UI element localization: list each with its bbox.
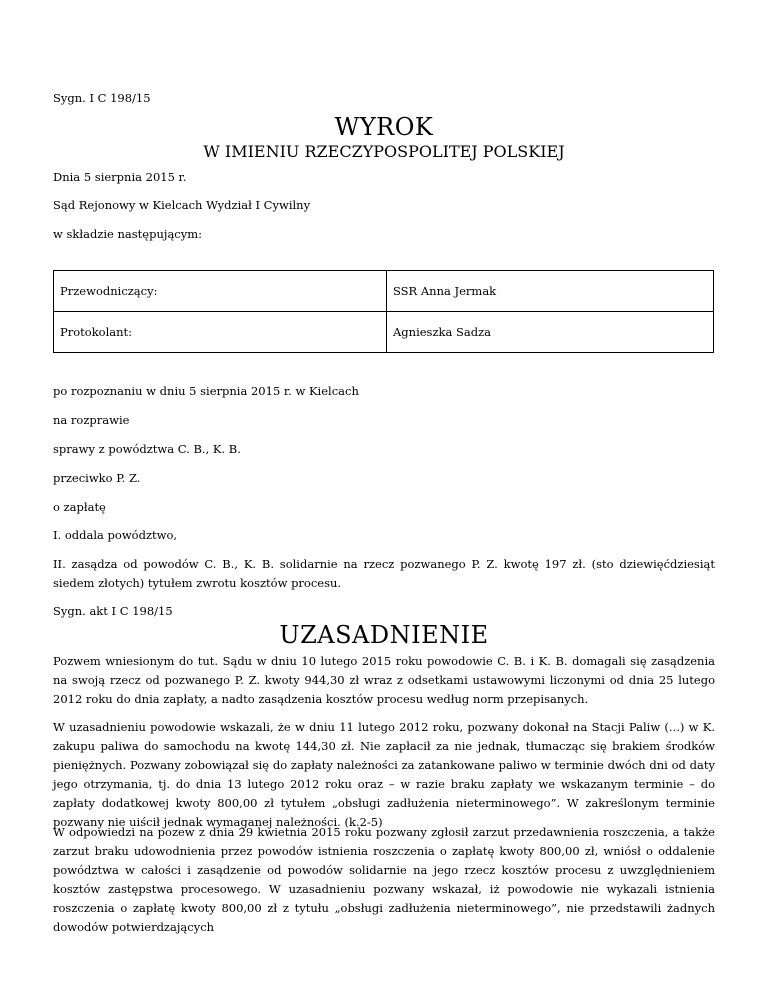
verdict-title: WYROK [334,113,434,141]
hearing-line: na rozprawie [53,413,130,427]
against-line: przeciwko P. Z. [53,471,141,485]
table-row [54,312,714,353]
court-name: Sąd Rejonowy w Kielcach Wydział I Cywilny [53,198,311,212]
panel-person: Agnieszka Sadza [387,312,714,353]
panel-person: SSR Anna Jermak [387,271,714,312]
composition-intro: w składzie następującym: [53,227,203,241]
verdict-date: Dnia 5 sierpnia 2015 r. [53,170,187,184]
case-signature: Sygn. I C 198/15 [53,91,151,105]
justification-signature: Sygn. akt I C 198/15 [53,604,173,618]
justification-paragraph: Pozwem wniesionym do tut. Sądu w dniu 10 lutego 2015 roku powodowie C. B. i K. B. domagali się zasądzenia na swoją rzecz od pozwanego P. Z. kwoty 944,30 zł wraz z odsetkami ustawowymi liczonymi od dnia 25 lutego 2012 roku do dnia zapłaty, a nadto zasądzenia kosztów procesu według norm przepisanych. [53,654,715,706]
court-panel-table [53,270,714,353]
verdict-point-2: II. zasądza od powodów C. B., K. B. solidarnie na rzecz pozwanego P. Z. kwotę 197 zł. (sto dziewięćdziesiąt siedem złotych) tytułem zwrotu kosztów procesu. [53,557,715,590]
considered-line: po rozpoznaniu w dniu 5 sierpnia 2015 r. w Kielcach [53,384,359,398]
justification-paragraph: W odpowiedzi na pozew z dnia 29 kwietnia 2015 roku pozwany zgłosił zarzut przedawnienia roszczenia, a także zarzut braku udowodnienia przez powodów istnienia roszczenia o zapłatę kwoty 800,00 zł, wniósł o oddalenie powództwa w całości i zasądzenie od powodów solidarnie na jego rzecz kosztów procesu z uwzględnieniem kosztów zastępstwa procesowego. W uzasadnieniu pozwany wskazał, iż powodowie nie wykazali istnienia roszczenia o zapłatę kwoty 800,00 zł z tytułu „obsługi zadłużenia nieterminowego”, nie przedstawili żadnych dowodów potwierdzających [53,825,715,934]
panel-role: Przewodniczący: [54,271,387,312]
verdict-subtitle: W IMIENIU RZECZYPOSPOLITEJ POLSKIEJ [203,142,565,161]
table-row [54,271,714,312]
case-of-line: sprawy z powództwa C. B., K. B. [53,442,241,456]
subject-line: o zapłatę [53,500,106,514]
panel-role: Protokolant: [54,312,387,353]
justification-title: UZASADNIENIE [279,621,489,649]
verdict-point-1: I. oddala powództwo, [53,528,178,542]
justification-paragraph: W uzasadnieniu powodowie wskazali, że w dniu 11 lutego 2012 roku, pozwany dokonał na Stacji Paliw (...) w K. zakupu paliwa do samochodu na kwotę 144,30 zł. Nie zapłacił za nie jednak, tłumacząc się brakiem środków pieniężnych. Pozwany zobowiązał się do zapłaty należności za zatankowane paliwo w terminie dwóch dni od daty jego otrzymania, tj. do dnia 13 lutego 2012 roku oraz – w razie braku zapłaty we wskazanym terminie – do zapłaty dodatkowej kwoty 800,00 zł tytułem „obsługi zadłużenia nieterminowego”. W zakreślonym terminie pozwany nie uiścił jednak wymaganej należności. (k.2-5) [53,720,715,829]
